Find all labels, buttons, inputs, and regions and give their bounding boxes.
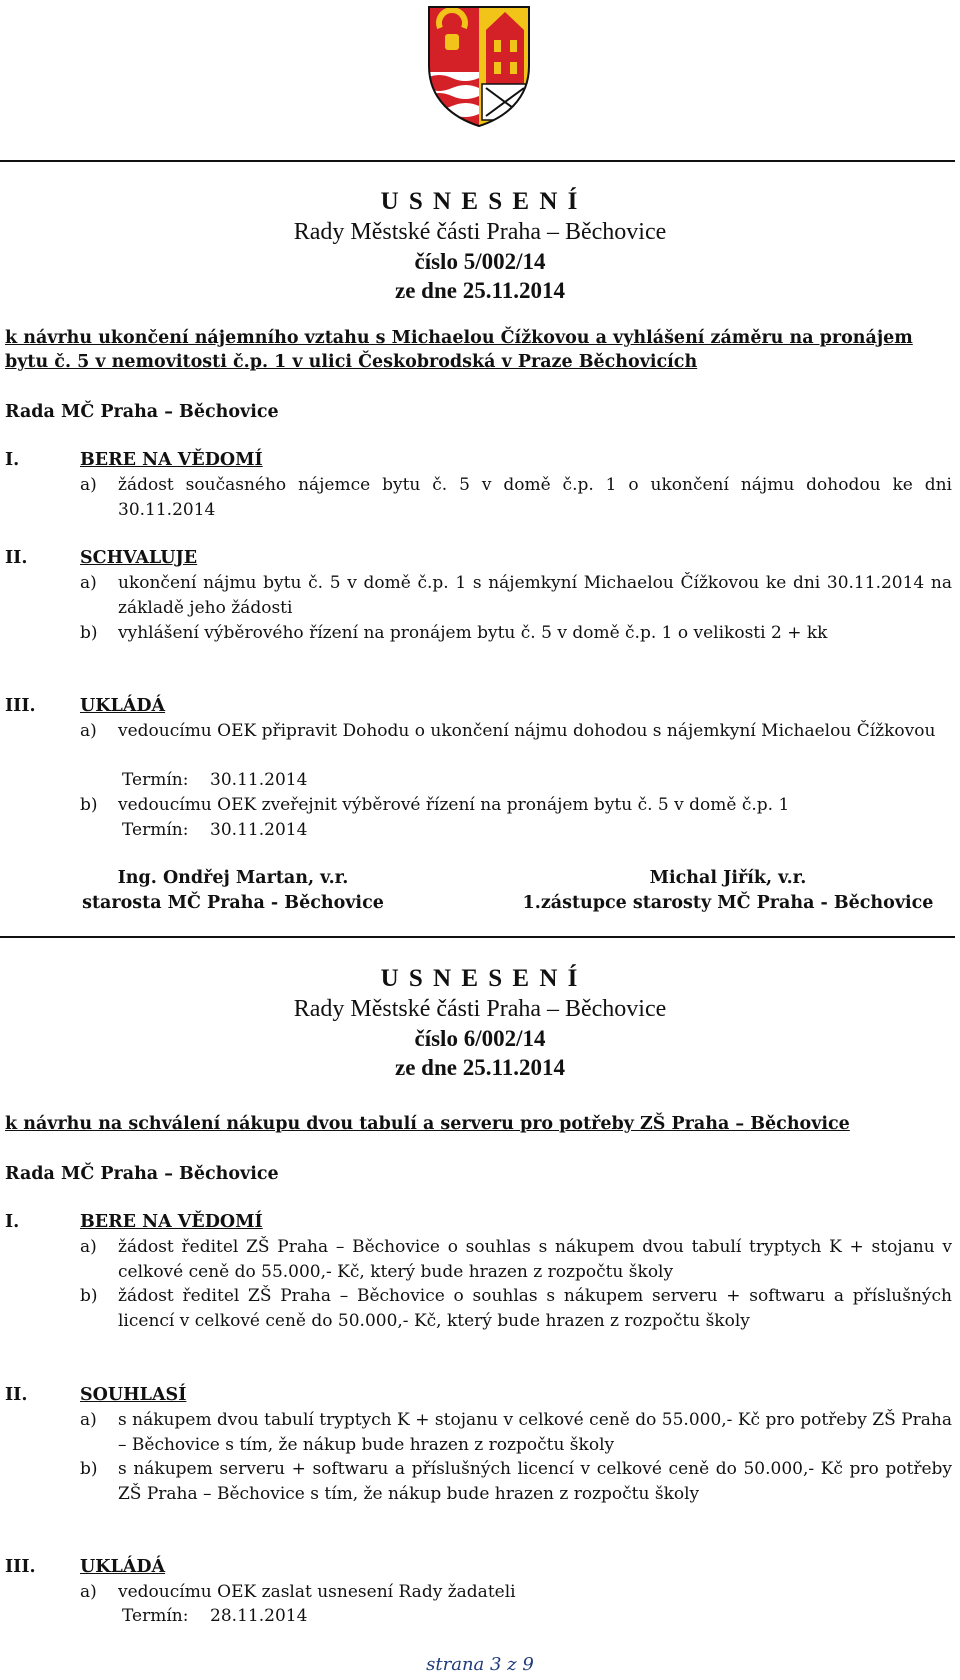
item-text: ukončení nájmu bytu č. 5 v domě č.p. 1 s nájemkyní Michaelou Čížkovou ke dni 30.11.2014 na základě jeho žádosti (118, 573, 952, 618)
header-rule (0, 160, 955, 162)
signatory-right-name: Michal Jiřík, v.r. (649, 868, 807, 888)
item-letter: a) (80, 1582, 97, 1602)
resolution-date: ze dne 25.11.2014 (395, 278, 565, 303)
deadline: Termín: 28.11.2014 (122, 1606, 308, 1626)
item-letter: b) (80, 795, 98, 815)
section-numeral: III. (5, 696, 36, 716)
item-letter: a) (80, 475, 97, 495)
council-body: Rada MČ Praha – Běchovice (5, 402, 279, 422)
signatory-left-name: Ing. Ondřej Martan, v.r. (117, 868, 349, 888)
item-text: žádost ředitel ZŠ Praha – Běchovice o souhlas s nákupem dvou tabulí tryptych K + stojanu v celkové ceně do 55.000,- Kč, který bude hrazen z rozpočtu školy (118, 1237, 952, 1282)
council-body: Rada MČ Praha – Běchovice (5, 1164, 279, 1184)
item-text: vedoucímu OEK připravit Dohodu o ukončení nájmu dohodou s nájemkyní Michaelou Čížkovou (118, 721, 936, 741)
resolution-title: U S N E S E N Í (380, 188, 580, 215)
item-letter: b) (80, 1286, 98, 1306)
resolution-council: Rady Městské části Praha – Běchovice (293, 219, 667, 245)
resolution-number: číslo 6/002/14 (414, 1026, 546, 1051)
section-numeral: II. (5, 1385, 28, 1405)
item-text: s nákupem dvou tabulí tryptych K + stojanu v celkové ceně do 55.000,- Kč pro potřeby ZŠ Praha – Běchovice s tím, že nákup bude hrazen z rozpočtu školy (118, 1410, 952, 1455)
section-numeral: I. (5, 1212, 20, 1232)
signatory-right-role: 1.zástupce starosty MČ Praha - Běchovice (522, 893, 934, 913)
section-numeral: III. (5, 1557, 36, 1577)
section-numeral: I. (5, 450, 20, 470)
item-letter: a) (80, 1237, 97, 1257)
resolution-number: číslo 5/002/14 (414, 249, 546, 274)
item-letter: a) (80, 721, 97, 741)
item-text: vyhlášení výběrového řízení na pronájem bytu č. 5 v domě č.p. 1 o velikosti 2 + kk (118, 623, 828, 643)
section-heading: BERE NA VĚDOMÍ (80, 1212, 263, 1232)
resolution-title: U S N E S E N Í (380, 965, 580, 992)
section-rule (0, 936, 955, 938)
resolution-council: Rady Městské části Praha – Běchovice (293, 996, 667, 1022)
item-text: žádost současného nájemce bytu č. 5 v domě č.p. 1 o ukončení nájmu dohodou ke dni 30.11.2014 (118, 475, 952, 520)
item-letter: a) (80, 573, 97, 593)
section-heading: UKLÁDÁ (80, 1557, 166, 1577)
resolution-date: ze dne 25.11.2014 (395, 1055, 565, 1080)
item-text: s nákupem serveru + softwaru a příslušných licencí v celkové ceně do 50.000,- Kč pro potřeby ZŠ Praha – Běchovice s tím, že nákup bude hrazen z rozpočtu školy (118, 1459, 952, 1504)
section-heading: BERE NA VĚDOMÍ (80, 450, 263, 470)
section-numeral: II. (5, 548, 28, 568)
signatory-left-role: starosta MČ Praha - Běchovice (82, 893, 384, 913)
item-text: vedoucímu OEK zveřejnit výběrové řízení na pronájem bytu č. 5 v domě č.p. 1 (118, 795, 790, 815)
resolution-subject: k návrhu ukončení nájemního vztahu s Michaelou Čížkovou a vyhlášení záměru na pronájem bytu č. 5 v nemovitosti č.p. 1 v ulici Českobrodská v Praze Běchovicích (5, 328, 913, 372)
section-heading: SCHVALUJE (80, 548, 198, 568)
item-letter: b) (80, 1459, 98, 1479)
page-number: strana 3 z 9 (426, 1654, 534, 1675)
item-letter: b) (80, 623, 98, 643)
item-text: vedoucímu OEK zaslat usnesení Rady žadateli (118, 1582, 516, 1602)
deadline: Termín: 30.11.2014 (122, 820, 308, 840)
item-text: žádost ředitel ZŠ Praha – Běchovice o souhlas s nákupem serveru + softwaru a příslušných licencí v celkové ceně do 50.000,- Kč, který bude hrazen z rozpočtu školy (118, 1286, 952, 1331)
item-letter: a) (80, 1410, 97, 1430)
municipal-crest (426, 4, 532, 128)
section-heading: SOUHLASÍ (80, 1385, 187, 1405)
section-heading: UKLÁDÁ (80, 696, 166, 716)
deadline: Termín: 30.11.2014 (122, 770, 308, 790)
resolution-subject: k návrhu na schválení nákupu dvou tabulí a serveru pro potřeby ZŠ Praha – Běchovice (5, 1114, 850, 1134)
